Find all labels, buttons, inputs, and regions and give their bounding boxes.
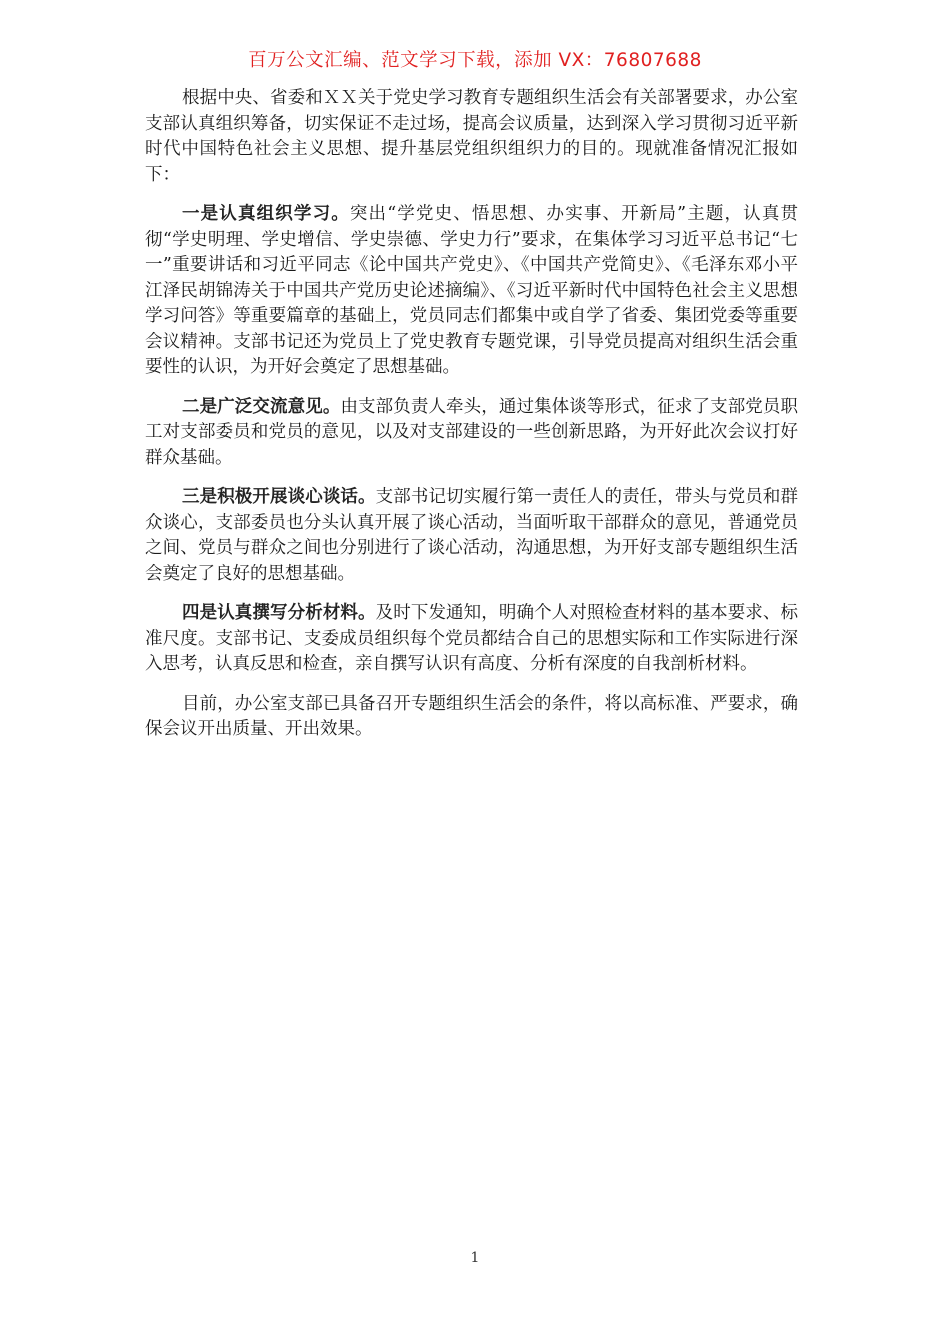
section-paragraph-3	[145, 485, 798, 587]
conclusion-paragraph: 目前，办公室支部已具备召开专题组织生活会的条件，将以高标准、严要求，确保会议开出质量、开出效果。	[145, 693, 798, 739]
section-text-1: 突出“学党史、悟思想、办实事、开新局”主题，认真贯彻“学史明理、学史增信、学史崇德、学史力行”要求，在集体学习习近平总书记“七一”重要讲话和习近平同志《论中国共产党史》、《中国共产党简史》、《毛泽东邓小平江泽民胡锦涛关于中国共产党历史论述摘编》、《习近平新时代中国特色社会主义思想学习问答》等重要篇章的基础上，党员同志们都集中或自学了省委、集团党委等重要会议精神。支部书记还为党员上了党史教育专题党课，引导党员提高对组织生活会重要性的认识，为开好会奠定了思想基础。	[145, 204, 798, 377]
page-number: 1	[470, 1250, 480, 1266]
section-lead-3: 三是积极开展谈心谈话。	[182, 487, 376, 507]
section-text-4: 及时下发通知，明确个人对照检查材料的基本要求、标准尺度。支部书记、支委成员组织每个党员都结合自己的思想实际和工作实际进行深入思考，认真反思和检查，亲自撰写认识有高度、分析有深度的自我剖析材料。	[145, 603, 799, 674]
section-text-3: 支部书记切实履行第一责任人的责任，带头与党员和群众谈心，支部委员也分头认真开展了谈心活动，当面听取干部群众的意见，普通党员之间、党员与群众之间也分别进行了谈心活动，沟通思想，为开好支部专题组织生活会奠定了良好的思想基础。	[145, 487, 799, 584]
intro-paragraph: 根据中央、省委和ＸＸ关于党史学习教育专题组织生活会有关部署要求，办公室支部认真组织筹备，切实保证不走过场，提高会议质量，达到深入学习贯彻习近平新时代中国特色社会主义思想、提升基层党组织组织力的目的。现就准备情况汇报如下：	[145, 88, 798, 185]
section-lead-1: 一是认真组织学习。	[182, 204, 350, 224]
section-lead-4: 四是认真撰写分析材料。	[182, 603, 376, 623]
watermark-header: 百万公文汇编、范文学习下载，添加 VX：76807688	[248, 50, 702, 71]
section-paragraph-1	[145, 202, 798, 381]
section-text-2: 由支部负责人牵头，通过集体谈等形式，征求了支部党员职工对支部委员和党员的意见，以及对支部建设的一些创新思路，为开好此次会议打好群众基础。	[145, 396, 799, 468]
section-paragraph-2	[145, 395, 798, 472]
document-body	[145, 86, 798, 757]
section-lead-2: 二是广泛交流意见。	[182, 396, 341, 417]
section-paragraph-4	[145, 601, 798, 678]
